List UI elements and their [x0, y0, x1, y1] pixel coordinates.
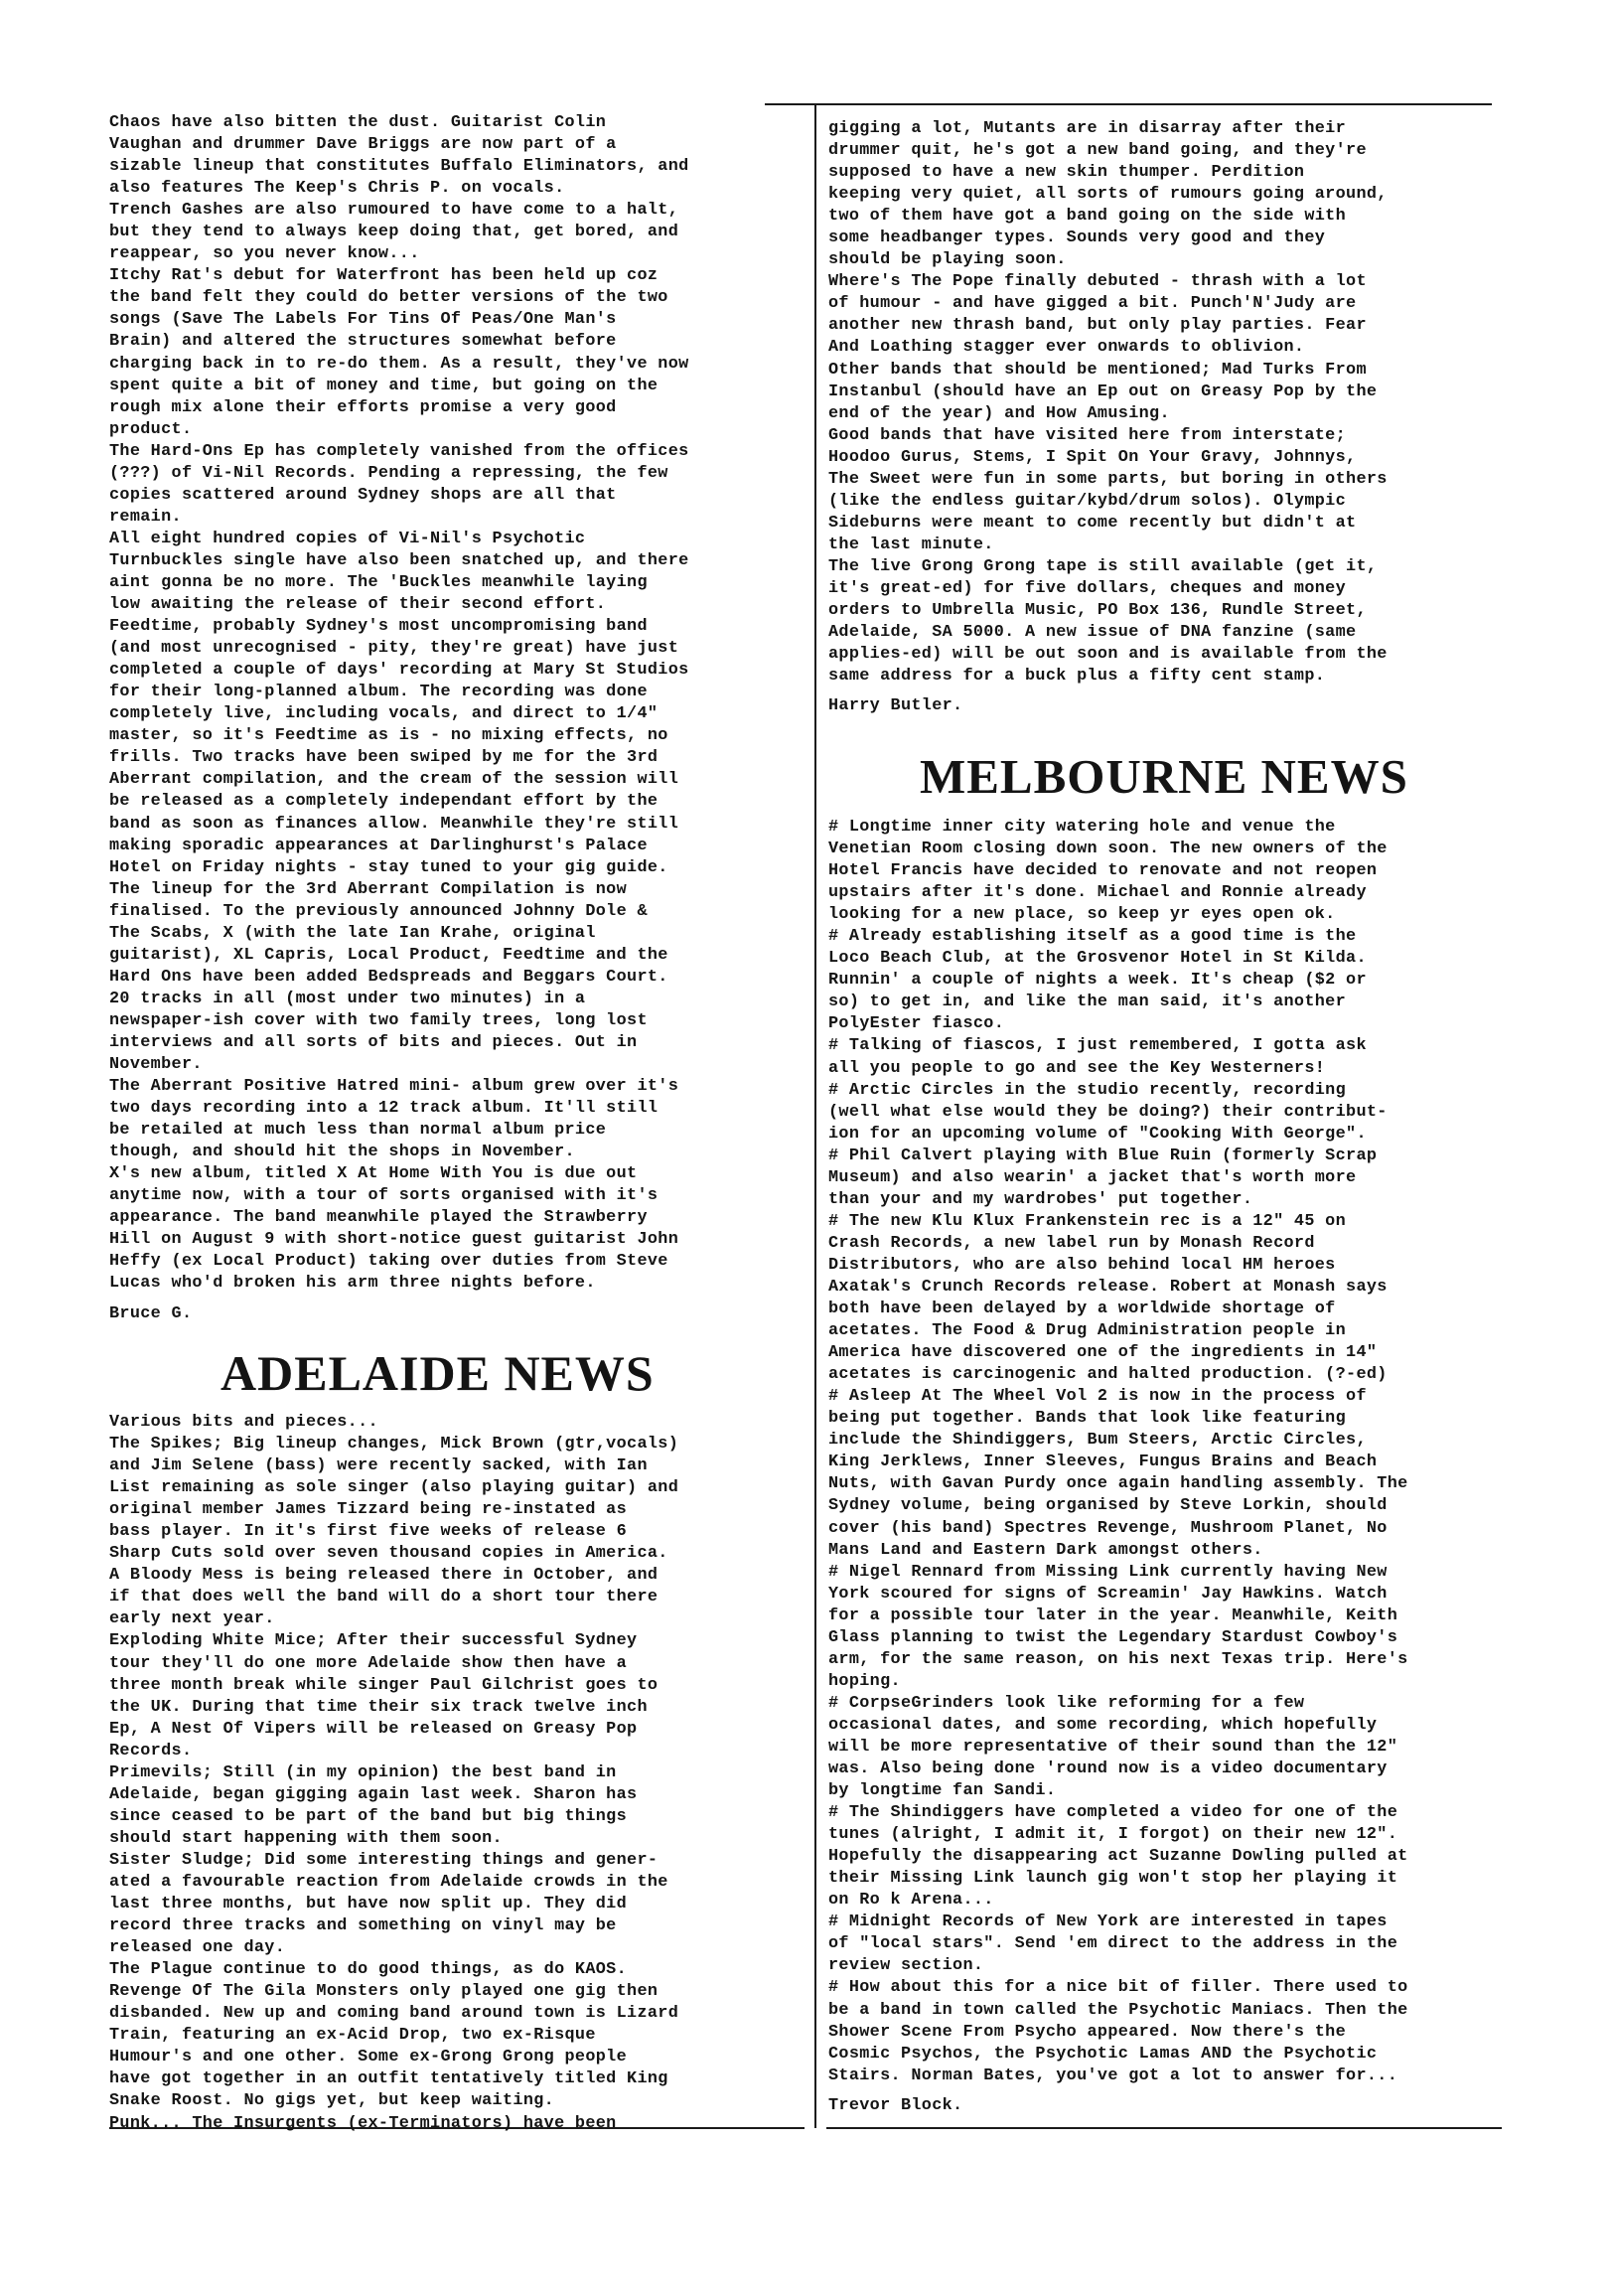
text-line: end of the year) and How Amusing. — [828, 403, 1170, 423]
text-line: two days recording into a 12 track album. It'll still — [109, 1099, 659, 1119]
text-line: though, and should hit the shops in November. — [109, 1143, 575, 1162]
text-line: spent quite a bit of money and time, but going on the — [109, 376, 659, 395]
text-line: early next year. — [109, 1609, 275, 1629]
text-line: gigging a lot, Mutants are in disarray after their — [828, 119, 1347, 138]
text-line: # Nigel Rennard from Missing Link currently having New — [828, 1562, 1388, 1582]
text-line: reappear, so you never know... — [109, 244, 420, 264]
text-line: and Jim Selene (bass) were recently sacked, with Ian — [109, 1456, 648, 1476]
text-line: will be more representative of their sound than the 12" — [828, 1737, 1398, 1757]
text-line: Trench Gashes are also rumoured to have come to a halt, — [109, 201, 679, 221]
text-line: # The Shindiggers have completed a video for one of the — [828, 1803, 1398, 1823]
text-line: November. — [109, 1055, 203, 1075]
text-line: Loco Beach Club, at the Grosvenor Hotel in St Kilda. — [828, 949, 1367, 969]
text-line: Good bands that have visited here from interstate; — [828, 425, 1347, 445]
text-line: disbanded. New up and coming band around town is Lizard — [109, 2004, 679, 2024]
text-line: bass player. In it's first five weeks of release 6 — [109, 1522, 628, 1542]
text-line: Adelaide, SA 5000. A new issue of DNA fanzine (same — [828, 623, 1357, 643]
text-line: Revenge Of The Gila Monsters only played one gig then — [109, 1982, 659, 2002]
text-line: Glass planning to twist the Legendary Stardust Cowboy's — [828, 1627, 1398, 1647]
text-line: the last minute. — [828, 535, 994, 554]
author-signature: Harry Butler. — [828, 696, 963, 716]
text-line: Primevils; Still (in my opinion) the best band in — [109, 1762, 617, 1782]
text-line: include the Shindiggers, Bum Steers, Arctic Circles, — [828, 1431, 1367, 1451]
text-line: The lineup for the 3rd Aberrant Compilation is now — [109, 879, 628, 899]
text-line: # Longtime inner city watering hole and venue the — [828, 818, 1336, 837]
text-line: same address for a buck plus a fifty cent stamp. — [828, 667, 1326, 687]
text-line: rough mix alone their efforts promise a very good — [109, 397, 617, 417]
text-line: frills. Two tracks have been swiped by me for the 3rd — [109, 748, 659, 768]
text-line: songs (Save The Labels For Tins Of Peas/One Man's — [109, 310, 617, 330]
text-line: King Jerklews, Inner Sleeves, Fungus Brains and Beach — [828, 1453, 1378, 1472]
text-line: for a possible tour later in the year. Meanwhile, Keith — [828, 1606, 1398, 1625]
text-line: master, so it's Feedtime as is - no mixing effects, no — [109, 726, 668, 746]
text-line: Sideburns were meant to come recently but didn't at — [828, 513, 1357, 533]
text-line: X's new album, titled X At Home With You is due out — [109, 1164, 638, 1184]
text-line: PolyEster fiasco. — [828, 1014, 1005, 1034]
text-line: some headbanger types. Sounds very good and they — [828, 229, 1326, 248]
text-line: than your and my wardrobes' put together. — [828, 1189, 1253, 1209]
text-line: # Arctic Circles in the studio recently, recording — [828, 1080, 1347, 1100]
text-line: all you people to go and see the Key Westerners! — [828, 1058, 1326, 1078]
text-line: looking for a new place, so keep yr eyes open ok. — [828, 905, 1336, 925]
text-line: by longtime fan Sandi. — [828, 1781, 1057, 1801]
text-line: since ceased to be part of the band but big things — [109, 1806, 628, 1826]
text-line: Hotel Francis have decided to renovate and not reopen — [828, 861, 1378, 881]
text-line: low awaiting the release of their second effort. — [109, 595, 607, 615]
text-line: should start happening with them soon. — [109, 1828, 503, 1848]
text-line: Venetian Room closing down soon. The new owners of the — [828, 840, 1388, 859]
text-line: Instanbul (should have an Ep out on Greasy Pop by the — [828, 382, 1378, 401]
text-line: Hopefully the disappearing act Suzanne Dowling pulled at — [828, 1847, 1408, 1867]
text-line: orders to Umbrella Music, PO Box 136, Rundle Street, — [828, 601, 1367, 621]
text-line: completely live, including vocals, and direct to 1/4" — [109, 704, 659, 724]
text-line: Sister Sludge; Did some interesting things and gener- — [109, 1850, 659, 1870]
text-line: making sporadic appearances at Darlinghurst's Palace — [109, 836, 648, 855]
text-line: applies-ed) will be out soon and is available from the — [828, 645, 1388, 665]
text-line: America have discovered one of the ingredients in 14" — [828, 1343, 1378, 1363]
text-line: appearance. The band meanwhile played the Strawberry — [109, 1208, 648, 1228]
text-line: ated a favourable reaction from Adelaide crowds in the — [109, 1872, 668, 1892]
text-line: product. — [109, 419, 193, 439]
text-line: copies scattered around Sydney shops are all that — [109, 485, 617, 505]
text-line: have got together in an outfit tentatively titled King — [109, 2069, 668, 2089]
text-line: tour they'll do one more Adelaide show then have a — [109, 1653, 628, 1673]
text-line: The Plague continue to do good things, as do KAOS. — [109, 1960, 628, 1980]
text-line: acetates. The Food & Drug Administration people in — [828, 1321, 1347, 1341]
text-line: # How about this for a nice bit of filler. There used to — [828, 1978, 1408, 1998]
text-line: Lucas who'd broken his arm three nights before. — [109, 1274, 596, 1294]
text-line: # Already establishing itself as a good time is the — [828, 927, 1357, 947]
author-signature: Bruce G. — [109, 1303, 193, 1323]
text-line: List remaining as sole singer (also playing guitar) and — [109, 1478, 679, 1498]
text-line: cover (his band) Spectres Revenge, Mushroom Planet, No — [828, 1518, 1388, 1538]
text-line: Mans Land and Eastern Dark amongst others. — [828, 1540, 1263, 1560]
text-line: Brain) and altered the structures somewhat before — [109, 332, 617, 352]
text-line: (well what else would they be doing?) their contribut- — [828, 1102, 1388, 1122]
author-signature: Trevor Block. — [828, 2095, 963, 2115]
text-line: # CorpseGrinders look like reforming for a few — [828, 1693, 1305, 1713]
text-line: original member James Tizzard being re-instated as — [109, 1500, 628, 1520]
text-line: was. Also being done 'round now is a video documentary — [828, 1760, 1388, 1779]
text-line: Various bits and pieces... — [109, 1413, 378, 1432]
text-line: so) to get in, and like the man said, it's another — [828, 993, 1347, 1012]
melbourne-news-heading: MELBOURNE NEWS — [920, 749, 1408, 804]
text-line: for their long-planned album. The recording was done — [109, 683, 648, 702]
text-line: acetates is carcinogenic and halted production. (?-ed) — [828, 1365, 1388, 1385]
text-line: last three months, but have now split up. They did — [109, 1895, 628, 1914]
text-line: completed a couple of days' recording at Mary St Studios — [109, 661, 689, 681]
adelaide-news-heading: ADELAIDE NEWS — [220, 1345, 655, 1401]
text-line: All eight hundred copies of Vi-Nil's Psychotic — [109, 529, 586, 548]
text-line: both have been delayed by a worldwide shortage of — [828, 1300, 1336, 1319]
text-line: upstairs after it's done. Michael and Ronnie already — [828, 883, 1367, 903]
text-line: Turnbuckles single have also been snatched up, and there — [109, 550, 689, 570]
text-line: # Talking of fiascos, I just remembered, I gotta ask — [828, 1036, 1367, 1056]
text-line: York scoured for signs of Screamin' Jay Hawkins. Watch — [828, 1584, 1388, 1604]
text-line: supposed to have a new skin thumper. Perdition — [828, 163, 1305, 183]
text-line: Ep, A Nest Of Vipers will be released on Greasy Pop — [109, 1719, 638, 1739]
text-line: The Hard-Ons Ep has completely vanished from the offices — [109, 441, 689, 461]
text-line: Aberrant compilation, and the cream of the session will — [109, 770, 679, 790]
text-line: Hotel on Friday nights - stay tuned to your gig guide. — [109, 857, 668, 877]
text-line: The live Grong Grong tape is still available (get it, — [828, 556, 1378, 576]
text-line: (like the endless guitar/kybd/drum solos). Olympic — [828, 491, 1347, 511]
text-line: Where's The Pope finally debuted - thrash with a lot — [828, 272, 1367, 292]
text-line: keeping very quiet, all sorts of rumours going around, — [828, 185, 1388, 205]
text-line: Train, featuring an ex-Acid Drop, two ex-Risque — [109, 2026, 596, 2046]
text-line: the band felt they could do better versions of the two — [109, 288, 668, 308]
text-line: Cosmic Psychos, the Psychotic Lamas AND the Psychotic — [828, 2044, 1378, 2064]
text-line: sizable lineup that constitutes Buffalo Eliminators, and — [109, 157, 689, 177]
text-line: record three tracks and something on vinyl may be — [109, 1916, 617, 1936]
text-line: being put together. Bands that look like featuring — [828, 1409, 1347, 1429]
text-line: Hard Ons have been added Bedspreads and Beggars Court. — [109, 967, 668, 987]
text-line: Crash Records, a new label run by Monash Record — [828, 1233, 1315, 1253]
text-line: another new thrash band, but only play parties. Fear — [828, 316, 1367, 336]
text-line: it's great-ed) for five dollars, cheques and money — [828, 578, 1347, 598]
text-line: interviews and all sorts of bits and pieces. Out in — [109, 1032, 638, 1052]
text-line: Stairs. Norman Bates, you've got a lot to answer for... — [828, 2066, 1398, 2085]
left-column-adelaide-news — [109, 1412, 805, 2135]
text-line: the UK. During that time their six track twelve inch — [109, 1697, 648, 1717]
text-line: released one day. — [109, 1938, 286, 1958]
text-line: charging back in to re-do them. As a result, they've now — [109, 354, 689, 374]
right-column-melbourne-news — [828, 817, 1504, 2117]
text-line: Snake Roost. No gigs yet, but keep waiting. — [109, 2091, 555, 2111]
text-line: Distributors, who are also behind local HM heroes — [828, 1255, 1336, 1275]
text-line: anytime now, with a tour of sorts organised with it's — [109, 1186, 659, 1206]
text-line: but they tend to always keep doing that, get bored, and — [109, 223, 679, 242]
text-line: remain. — [109, 507, 182, 527]
text-line: (???) of Vi-Nil Records. Pending a repressing, the few — [109, 463, 668, 483]
text-line: should be playing soon. — [828, 250, 1067, 270]
text-line: ion for an upcoming volume of "Cooking With George". — [828, 1124, 1367, 1144]
text-line: (and most unrecognised - pity, they're great) have just — [109, 639, 679, 659]
bottom-rule-right — [826, 2127, 1502, 2129]
text-line: Humour's and one other. Some ex-Grong Grong people — [109, 2048, 628, 2067]
text-line: band as soon as finances allow. Meanwhile they're still — [109, 814, 679, 834]
text-line: And Loathing stagger ever onwards to oblivion. — [828, 338, 1305, 358]
text-line: also features The Keep's Chris P. on vocals. — [109, 179, 565, 199]
text-line: Vaughan and drummer Dave Briggs are now part of a — [109, 135, 617, 155]
text-line: occasional dates, and some recording, which hopefully — [828, 1715, 1378, 1735]
text-line: tunes (alright, I admit it, I forgot) on their new 12". — [828, 1825, 1398, 1845]
text-line: The Aberrant Positive Hatred mini- album grew over it's — [109, 1077, 679, 1097]
text-line: Punk... The Insurgents (ex-Terminators) have been — [109, 2113, 617, 2133]
text-line: Hoodoo Gurus, Stems, I Spit On Your Gravy, Johnnys, — [828, 447, 1357, 467]
text-line: # Midnight Records of New York are interested in tapes — [828, 1913, 1388, 1932]
text-line: Adelaide, began gigging again last week. Sharon has — [109, 1784, 638, 1804]
text-line: # Phil Calvert playing with Blue Ruin (formerly Scrap — [828, 1146, 1378, 1165]
text-line: of "local stars". Send 'em direct to the address in the — [828, 1934, 1398, 1954]
text-line: The Sweet were fun in some parts, but boring in others — [828, 469, 1388, 489]
text-line: Exploding White Mice; After their successful Sydney — [109, 1631, 638, 1651]
text-line: review section. — [828, 1956, 984, 1976]
top-rule — [765, 103, 1492, 105]
text-line: Hill on August 9 with short-notice guest guitarist John — [109, 1230, 679, 1250]
text-line: Chaos have also bitten the dust. Guitarist Colin — [109, 113, 607, 132]
text-line: drummer quit, he's got a new band going, and they're — [828, 141, 1367, 161]
text-line: of humour - and have gigged a bit. Punch'N'Judy are — [828, 294, 1357, 314]
text-line: three month break while singer Paul Gilchrist goes to — [109, 1675, 659, 1695]
column-divider-rule — [814, 105, 816, 2128]
text-line: Sharp Cuts sold over seven thousand copies in America. — [109, 1544, 668, 1564]
text-line: Museum) and also wearin' a jacket that's worth more — [828, 1167, 1357, 1187]
text-line: # Asleep At The Wheel Vol 2 is now in the process of — [828, 1387, 1367, 1407]
text-line: be released as a completely independant effort by the — [109, 792, 659, 812]
text-line: Runnin' a couple of nights a week. It's cheap ($2 or — [828, 971, 1367, 991]
text-line: if that does well the band will do a short tour there — [109, 1588, 659, 1607]
left-column-sydney-news — [109, 112, 805, 1325]
text-line: Itchy Rat's debut for Waterfront has been held up coz — [109, 266, 659, 286]
text-line: hoping. — [828, 1671, 901, 1691]
text-line: be retailed at much less than normal album price — [109, 1121, 607, 1141]
text-line: arm, for the same reason, on his next Texas trip. Here's — [828, 1649, 1408, 1669]
text-line: their Missing Link launch gig won't stop her playing it — [828, 1869, 1398, 1889]
text-line: guitarist), XL Capris, Local Product, Feedtime and the — [109, 945, 668, 965]
text-line: finalised. To the previously announced Johnny Dole & — [109, 901, 648, 921]
text-line: Nuts, with Gavan Purdy once again handling assembly. The — [828, 1474, 1408, 1494]
text-line: 20 tracks in all (most under two minutes) in a — [109, 989, 586, 1008]
text-line: Sydney volume, being organised by Steve Lorkin, should — [828, 1496, 1388, 1516]
text-line: Feedtime, probably Sydney's most uncompromising band — [109, 617, 648, 637]
text-line: on Ro k Arena... — [828, 1891, 994, 1911]
text-line: two of them have got a band going on the side with — [828, 207, 1347, 227]
text-line: The Scabs, X (with the late Ian Krahe, original — [109, 923, 596, 943]
text-line: # The new Klu Klux Frankenstein rec is a 12" 45 on — [828, 1211, 1347, 1231]
text-line: Shower Scene From Psycho appeared. Now there's the — [828, 2022, 1347, 2042]
text-line: A Bloody Mess is being released there in October, and — [109, 1566, 659, 1586]
right-column-adelaide-continued — [828, 118, 1504, 717]
text-line: Other bands that should be mentioned; Mad Turks From — [828, 360, 1367, 380]
text-line: newspaper-ish cover with two family trees, long lost — [109, 1010, 648, 1030]
text-line: aint gonna be no more. The 'Buckles meanwhile laying — [109, 572, 648, 592]
text-line: Axatak's Crunch Records release. Robert at Monash says — [828, 1277, 1388, 1297]
text-line: Heffy (ex Local Product) taking over duties from Steve — [109, 1252, 668, 1272]
text-line: Records. — [109, 1741, 193, 1760]
text-line: be a band in town called the Psychotic Maniacs. Then the — [828, 2000, 1408, 2020]
text-line: The Spikes; Big lineup changes, Mick Brown (gtr,vocals) — [109, 1435, 679, 1454]
